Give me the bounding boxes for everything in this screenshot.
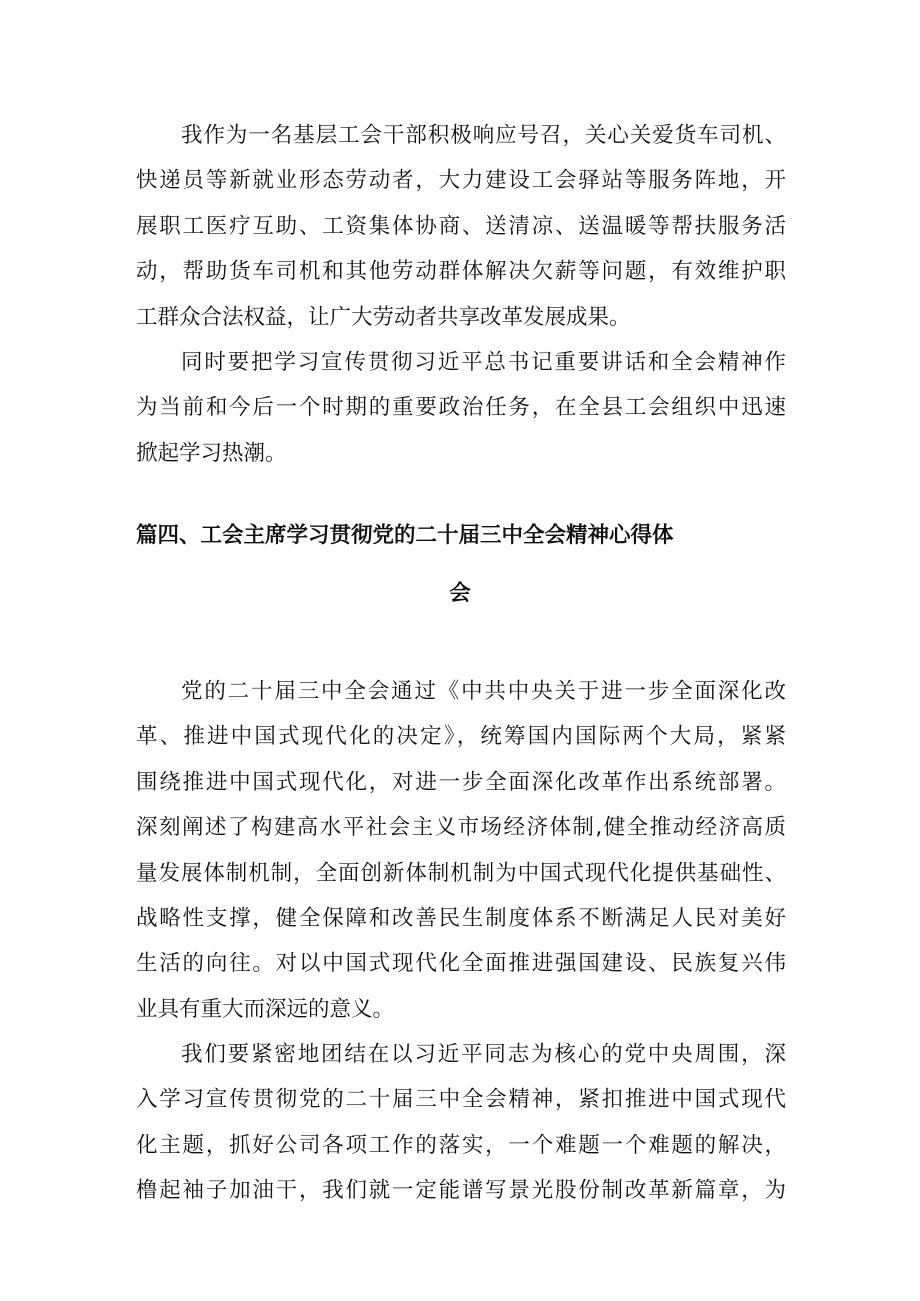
text-line: 橹起袖子加油干，我们就一定能谱写景光股份制改革新篇章，为: [136, 1178, 786, 1204]
paragraph-volunteer-work: [136, 113, 786, 340]
text-line: 同时要把学习宣传贯彻习近平总书记重要讲话和全会精神作: [181, 350, 786, 375]
text-line: 工群众合法权益，让广大劳动者共享改革发展成果。: [136, 304, 631, 330]
text-line: 为当前和今后一个时期的重要政治任务，在全县工会组织中迅速: [136, 395, 786, 421]
text-line: 革、推进中国式现代化的决定》，统筹国内国际两个大局，紧紧: [136, 724, 786, 750]
section-heading-continuation: 会: [449, 581, 471, 606]
text-line: 展职工医疗互助、工资集体协商、送清凉、送温暖等帮扶服务活: [136, 213, 786, 239]
text-line: 我们要紧密地团结在以习近平同志为核心的党中央周围，深: [181, 1042, 786, 1067]
text-line: 量发展体制机制，全面创新体制机制为中国式现代化提供基础性、: [136, 860, 786, 886]
text-line: 动，帮助货车司机和其他劳动群体解决欠薪等问题，有效维护职: [136, 259, 786, 285]
text-line: 掀起学习热潮。: [136, 440, 287, 466]
text-line: 入学习宣传贯彻党的二十届三中全会精神，紧扣推进中国式现代: [136, 1087, 786, 1113]
text-line: 化主题，抓好公司各项工作的落实，一个难题一个难题的解决，: [136, 1132, 786, 1158]
text-line: 战略性支撑，健全保障和改善民生制度体系不断满足人民对美好: [136, 905, 786, 931]
text-line: 围绕推进中国式现代化，对进一步全面深化改革作出系统部署。: [136, 769, 786, 795]
paragraph-plenum-decision: [136, 669, 786, 1032]
text-line: 我作为一名基层工会干部积极响应号召，关心关爱货车司机、: [181, 123, 786, 148]
paragraph-unite-and-act: [136, 1032, 786, 1214]
text-line: 生活的向往。对以中国式现代化全面推进强国建设、民族复兴伟: [136, 951, 786, 977]
section-heading: 篇四、工会主席学习贯彻党的二十届三中全会精神心得体: [136, 523, 674, 548]
text-line: 党的二十届三中全会通过《中共中央关于进一步全面深化改: [181, 679, 786, 704]
paragraph-study-task: [136, 340, 786, 476]
text-line: 快递员等新就业形态劳动者，大力建设工会驿站等服务阵地，开: [136, 168, 786, 194]
text-line: 业具有重大而深远的意义。: [136, 996, 395, 1022]
text-line: 深刻阐述了构建高水平社会主义市场经济体制,健全推动经济高质: [136, 815, 786, 841]
